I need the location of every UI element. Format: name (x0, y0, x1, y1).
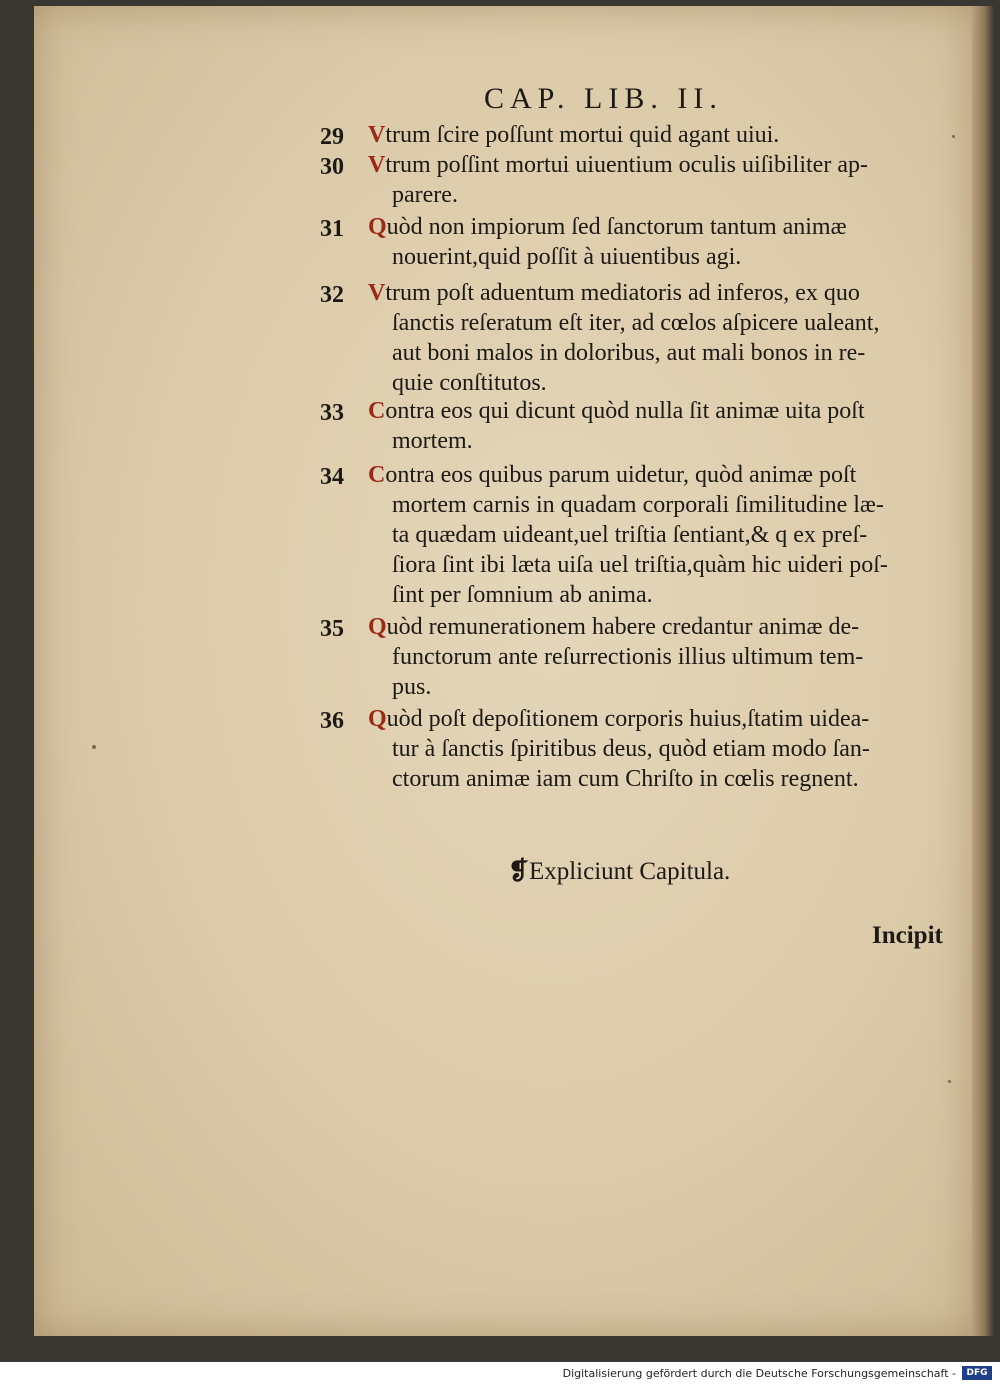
chapter-line (392, 242, 741, 272)
line-text: uòd remunerationem habere credantur animæ de‑ (386, 614, 860, 640)
chapter-number: 36 (320, 708, 344, 734)
line-text: functorum ante reſurrectionis illius ultimum tem‑ (392, 644, 864, 670)
line-text: uòd non impiorum ſed ſanctorum tantum animæ (386, 214, 847, 240)
chapter-line (368, 612, 859, 642)
rubric-initial: V (368, 152, 386, 178)
line-text: trum poſſint mortui uiuentium oculis uiſibiliter ap‑ (385, 152, 868, 178)
chapter-line (392, 520, 867, 550)
chapter-number: 30 (320, 154, 344, 180)
chapter-line (392, 426, 473, 456)
explicit-line (508, 856, 730, 886)
explicit-text: Expliciunt Capitula. (528, 858, 731, 885)
rubric-initial: Q (368, 706, 387, 732)
chapter-line (368, 150, 868, 180)
line-text: ta quædam uideant,uel triſtia ſentiant,& q ex preſ‑ (392, 522, 868, 548)
line-text: pus. (392, 674, 432, 700)
page-speck (948, 1080, 951, 1083)
page-speck (92, 745, 96, 749)
page-speck (952, 135, 955, 138)
chapter-line (368, 212, 847, 242)
chapter-line (392, 672, 431, 702)
chapter-line (392, 180, 458, 210)
chapter-line (392, 308, 879, 338)
line-text: ſiora ſint ibi læta uiſa uel triſtia,quàm hic uideri poſ‑ (392, 552, 888, 578)
line-text: ctorum animæ iam cum Chriſto in cœlis regnent. (392, 766, 859, 792)
line-text: mortem carnis in quadam corporali ſimilitudine læ‑ (392, 492, 884, 518)
chapter-line (392, 734, 870, 764)
chapter-line (392, 642, 863, 672)
line-text: aut boni malos in doloribus, aut mali bonos in re‑ (392, 340, 866, 366)
rubric-initial: Q (368, 614, 387, 640)
chapter-line (392, 338, 865, 368)
chapter-number: 31 (320, 216, 344, 242)
chapter-line (392, 490, 884, 520)
rubric-initial: C (368, 462, 386, 488)
chapter-number: 29 (320, 124, 344, 150)
line-text: nouerint,quid poſſit à uiuentibus agi. (392, 244, 742, 270)
rubric-initial: V (368, 280, 386, 306)
chapter-line (368, 120, 779, 150)
dfg-logo: DFG (962, 1366, 992, 1380)
chapter-line (392, 550, 888, 580)
rubric-initial: Q (368, 214, 387, 240)
line-text: ontra eos qui dicunt quòd nulla ſit animæ uita poſt (385, 398, 865, 424)
chapter-number: 35 (320, 616, 344, 642)
chapter-line (368, 704, 869, 734)
line-text: ontra eos quibus parum uidetur, quòd animæ poſt (385, 462, 857, 488)
chapter-number: 34 (320, 464, 344, 490)
line-text: quie conſtitutos. (392, 370, 547, 396)
footer-credit: Digitalisierung gefördert durch die Deutsche Forschungsgemeinschaft - (562, 1367, 956, 1380)
line-text: uòd poſt depoſitionem corporis huius,ſtatim uidea‑ (386, 706, 870, 732)
line-text: tur à ſanctis ſpiritibus deus, quòd etiam modo ſan‑ (392, 736, 870, 762)
chapter-line (368, 396, 865, 426)
chapter-line (392, 764, 859, 794)
chapter-line (368, 278, 860, 308)
pilcrow-icon: ❡ (508, 858, 529, 885)
line-text: ſint per ſomnium ab anima. (392, 582, 653, 608)
chapter-line (392, 368, 547, 398)
chapter-line (392, 580, 653, 610)
line-text: trum ſcire poſſunt mortui quid agant uiui. (385, 122, 780, 148)
rubric-initial: V (368, 122, 386, 148)
line-text: trum poſt aduentum mediatoris ad inferos, ex quo (385, 280, 860, 306)
chapter-number: 32 (320, 282, 344, 308)
chapter-line (368, 460, 856, 490)
catchword: Incipit (872, 922, 943, 949)
rubric-initial: C (368, 398, 386, 424)
line-text: parere. (392, 182, 458, 208)
line-text: ſanctis reſeratum eſt iter, ad cœlos aſpicere ualeant, (392, 310, 880, 336)
line-text: mortem. (392, 428, 473, 454)
page-edge (972, 6, 994, 1336)
chapter-number: 33 (320, 400, 344, 426)
running-header: CAP. LIB. II. (484, 82, 723, 115)
